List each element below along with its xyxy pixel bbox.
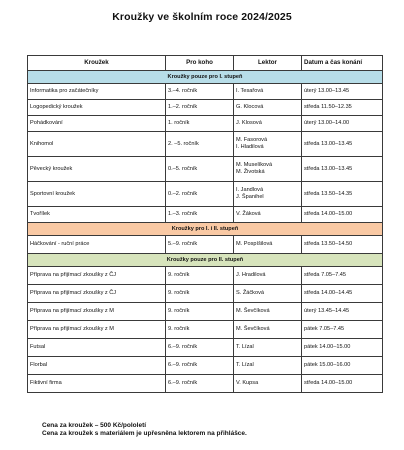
for-whom-cell: 6.–9. ročník: [166, 339, 234, 357]
section-title: Kroužky pouze pro II. stupeň: [28, 254, 383, 267]
header-for-whom: Pro koho: [166, 56, 234, 71]
table-body: [28, 71, 383, 393]
date-time-cell: středa 13.00–13.45: [302, 157, 383, 182]
lecturer-cell: M. Muselíková M. Životská: [234, 157, 302, 182]
header-course: Kroužek: [28, 56, 166, 71]
date-time-cell: úterý 13.45–14.45: [302, 303, 383, 321]
for-whom-cell: 3.–4. ročník: [166, 84, 234, 100]
lecturer-cell: V. Kupsa: [234, 375, 302, 393]
lecturer-cell: I. Tesařová: [234, 84, 302, 100]
table-row: [28, 375, 383, 393]
lecturer-cell: G. Klocová: [234, 100, 302, 116]
course-cell: Fiktivní firma: [28, 375, 166, 393]
lecturer-cell: M. Pospíšilová: [234, 236, 302, 254]
course-cell: Háčkování - ruční práce: [28, 236, 166, 254]
footer-note: [42, 422, 247, 437]
for-whom-cell: 1.–3. ročník: [166, 207, 234, 223]
lecturer-cell: M. Fasorová I. Hladilová: [234, 132, 302, 157]
table-row: [28, 157, 383, 182]
table-row: [28, 182, 383, 207]
date-time-cell: pátek 7.05–7.45: [302, 321, 383, 339]
lecturer-cell: M. Ševčíková: [234, 303, 302, 321]
for-whom-cell: 1. ročník: [166, 116, 234, 132]
course-cell: Příprava na přijímací zkoušky z M: [28, 321, 166, 339]
lecturer-cell: V. Žáková: [234, 207, 302, 223]
date-time-cell: úterý 13.00–14.00: [302, 116, 383, 132]
page-title: Kroužky ve školním roce 2024/2025: [112, 11, 292, 23]
for-whom-cell: 2. –5. ročník: [166, 132, 234, 157]
for-whom-cell: 9. ročník: [166, 303, 234, 321]
course-cell: Sportovní kroužek: [28, 182, 166, 207]
for-whom-cell: 9. ročník: [166, 267, 234, 285]
date-time-cell: středa 13.50–14.35: [302, 182, 383, 207]
for-whom-cell: 6.–9. ročník: [166, 375, 234, 393]
date-time-cell: pátek 15.00–16.00: [302, 357, 383, 375]
date-time-cell: středa 14.00–15.00: [302, 375, 383, 393]
date-time-cell: středa 14.00–14.45: [302, 285, 383, 303]
section-header-row: [28, 254, 383, 267]
table-row: [28, 236, 383, 254]
table-row: [28, 303, 383, 321]
material-note: Cena za kroužek s materiálem je upřesněna lektorem na přihlášce.: [42, 429, 247, 437]
course-cell: Příprava na přijímací zkoušky z M: [28, 303, 166, 321]
table-row: [28, 285, 383, 303]
date-time-cell: středa 7.05–7.45: [302, 267, 383, 285]
course-cell: Florbal: [28, 357, 166, 375]
for-whom-cell: 0.–2. ročník: [166, 182, 234, 207]
lecturer-cell: T. Lízal: [234, 357, 302, 375]
date-time-cell: středa 14.00–15.00: [302, 207, 383, 223]
course-cell: Logopedický kroužek: [28, 100, 166, 116]
table-row: [28, 339, 383, 357]
course-cell: Futsal: [28, 339, 166, 357]
table-row: [28, 267, 383, 285]
for-whom-cell: 9. ročník: [166, 321, 234, 339]
lecturer-cell: M. Ševčíková: [234, 321, 302, 339]
for-whom-cell: 1.–2. ročník: [166, 100, 234, 116]
date-time-cell: úterý 13.00–13.45: [302, 84, 383, 100]
table-row: [28, 357, 383, 375]
course-cell: Příprava na přijímací zkoušky z ČJ: [28, 267, 166, 285]
for-whom-cell: 0.–5. ročník: [166, 157, 234, 182]
course-cell: Tvořílek: [28, 207, 166, 223]
date-time-cell: středa 13.00–13.45: [302, 132, 383, 157]
price-note: Cena za kroužek – 500 Kč/pololetí: [42, 422, 147, 429]
course-cell: Příprava na přijímací zkoušky z ČJ: [28, 285, 166, 303]
lecturer-cell: J. Klosová: [234, 116, 302, 132]
for-whom-cell: 9. ročník: [166, 285, 234, 303]
date-time-cell: středa 13.50–14.50: [302, 236, 383, 254]
course-cell: Informatika pro začátečníky: [28, 84, 166, 100]
course-cell: Knihomol: [28, 132, 166, 157]
course-cell: Pěvecký kroužek: [28, 157, 166, 182]
header-date-time: Datum a čas konání: [302, 56, 383, 71]
table-header-row: [28, 56, 383, 71]
section-header-row: [28, 223, 383, 236]
date-time-cell: středa 11.50–12.35: [302, 100, 383, 116]
section-title: Kroužky pro I. i II. stupeň: [28, 223, 383, 236]
for-whom-cell: 6.–9. ročník: [166, 357, 234, 375]
for-whom-cell: 5.–9. ročník: [166, 236, 234, 254]
table-row: [28, 116, 383, 132]
section-title: Kroužky pouze pro I. stupeň: [28, 71, 383, 84]
lecturer-cell: J. Hradilová: [234, 267, 302, 285]
courses-table: [27, 55, 383, 393]
table-row: [28, 321, 383, 339]
table-row: [28, 132, 383, 157]
table-row: [28, 100, 383, 116]
lecturer-cell: S. Žáčková: [234, 285, 302, 303]
course-cell: Pohádkování: [28, 116, 166, 132]
lecturer-cell: T. Lízal: [234, 339, 302, 357]
header-lecturer: Lektor: [234, 56, 302, 71]
table-row: [28, 207, 383, 223]
lecturer-cell: I. Jandlová J. Španihel: [234, 182, 302, 207]
section-header-row: [28, 71, 383, 84]
date-time-cell: pátek 14.00–15.00: [302, 339, 383, 357]
table-row: [28, 84, 383, 100]
